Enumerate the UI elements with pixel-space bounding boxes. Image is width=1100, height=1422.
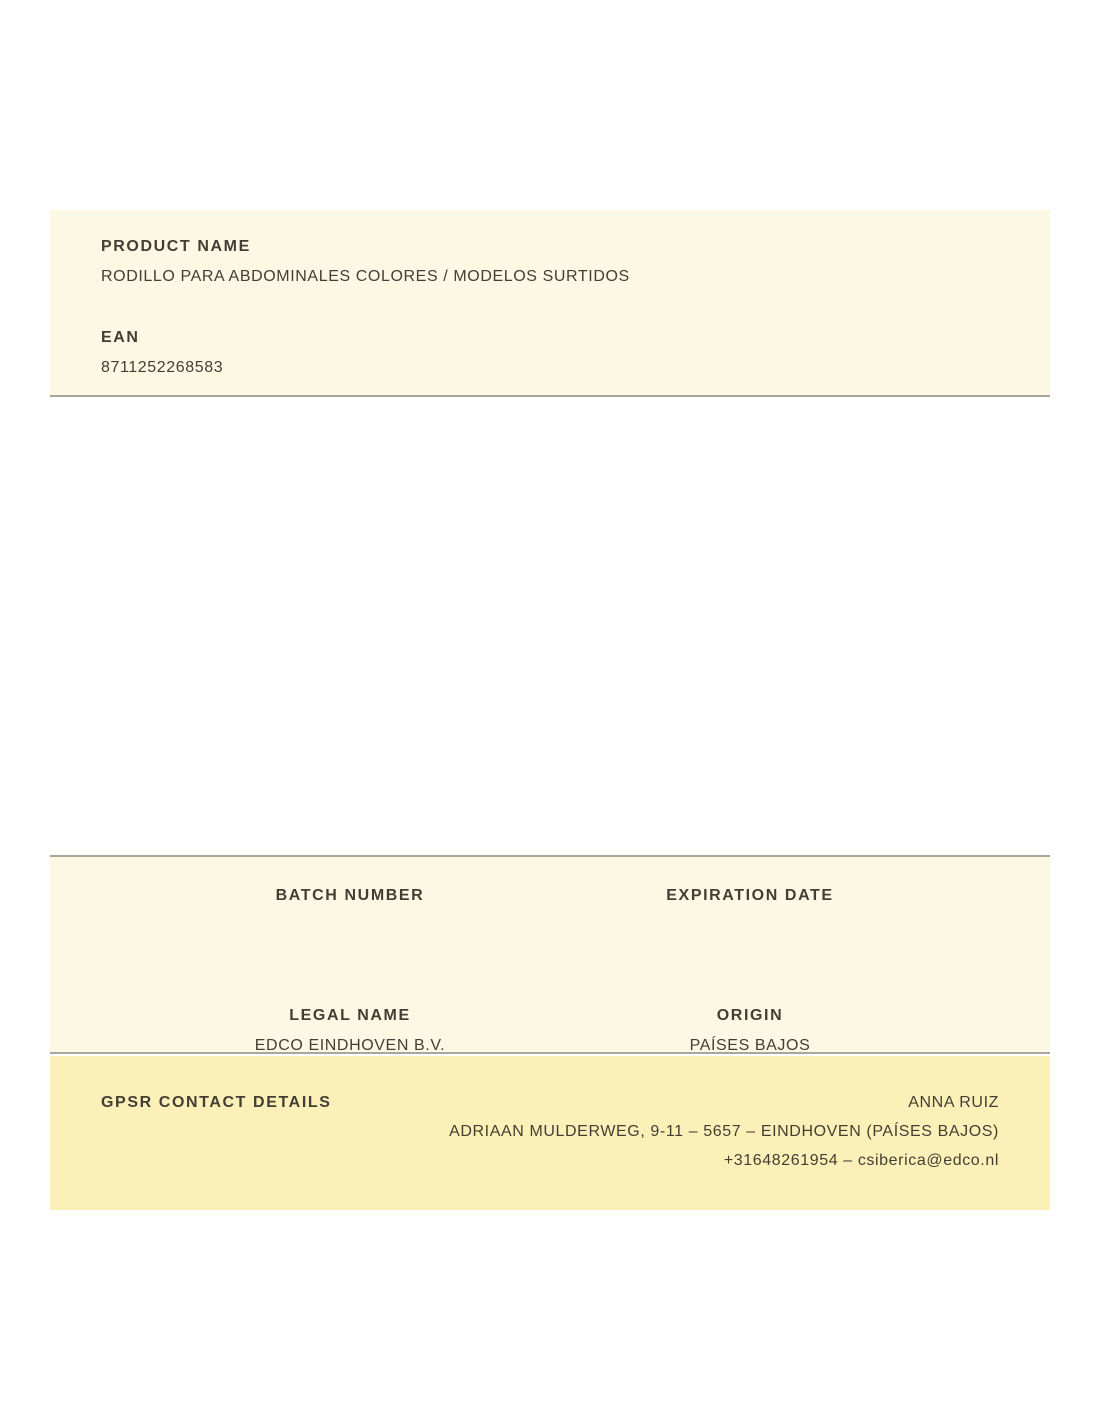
expiration-date-value [550,916,950,936]
origin-label: ORIGIN [716,1007,784,1024]
batch-number-field [150,886,550,936]
gpsr-panel [50,1056,1050,1210]
gpsr-contact-name: ANNA RUIZ [908,1094,999,1111]
product-name-value: RODILLO PARA ABDOMINALES COLORES / MODELOS SURTIDOS [101,268,630,285]
product-name-field [101,237,999,287]
gpsr-contact-address: ADRIAAN MULDERWEG, 9-11 – 5657 – EINDHOVEN (PAÍSES BAJOS) [449,1123,999,1140]
batch-origin-panel [50,855,1050,1054]
ean-label: EAN [101,329,140,346]
legal-origin-row [150,1006,950,1056]
legal-name-label: LEGAL NAME [289,1007,411,1024]
gpsr-contact-phone-email: +31648261954 – csiberica@edco.nl [723,1152,999,1169]
batch-number-value [150,916,550,936]
expiration-date-label: EXPIRATION DATE [666,887,834,904]
product-panel [50,210,1050,397]
product-name-label: PRODUCT NAME [101,238,251,255]
gpsr-row [101,1088,999,1175]
batch-number-label: BATCH NUMBER [275,887,425,904]
ean-field [101,328,999,378]
legal-name-field [150,1006,550,1056]
expiration-date-field [550,886,950,936]
origin-field [550,1006,950,1056]
gpsr-title: GPSR CONTACT DETAILS [101,1094,332,1111]
ean-value: 8711252268583 [101,359,224,376]
gpsr-contact-lines [332,1088,999,1175]
batch-expiration-row [150,886,950,936]
legal-name-value: EDCO EINDHOVEN B.V. [254,1037,446,1054]
origin-value: PAÍSES BAJOS [689,1037,811,1054]
